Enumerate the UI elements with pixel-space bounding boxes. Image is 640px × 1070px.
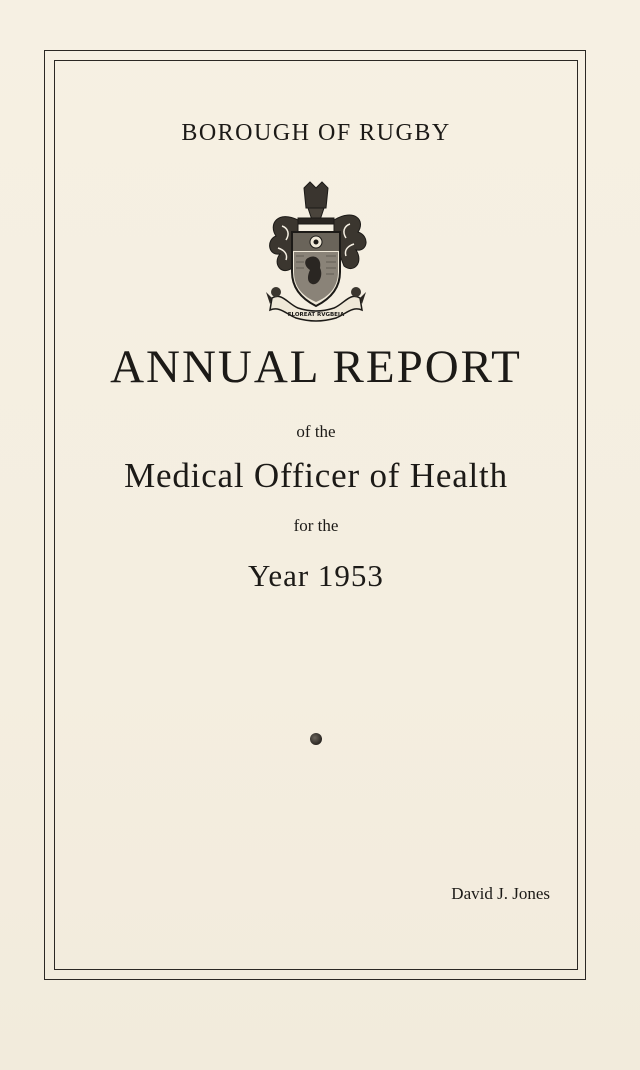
report-title: ANNUAL REPORT <box>110 341 522 393</box>
author-name: David J. Jones <box>451 884 550 903</box>
coat-of-arms-icon <box>258 180 374 330</box>
borough-heading: BOROUGH OF RUGBY <box>181 120 451 146</box>
svg-text:FLOREAT RVGBEIA: FLOREAT RVGBEIA <box>287 312 345 318</box>
report-year: Year 1953 <box>248 558 384 593</box>
of-the-line: of the <box>296 422 336 441</box>
for-the-line: for the <box>293 516 339 535</box>
report-subject: Medical Officer of Health <box>124 456 508 495</box>
bullet-ornament-icon <box>310 733 322 745</box>
